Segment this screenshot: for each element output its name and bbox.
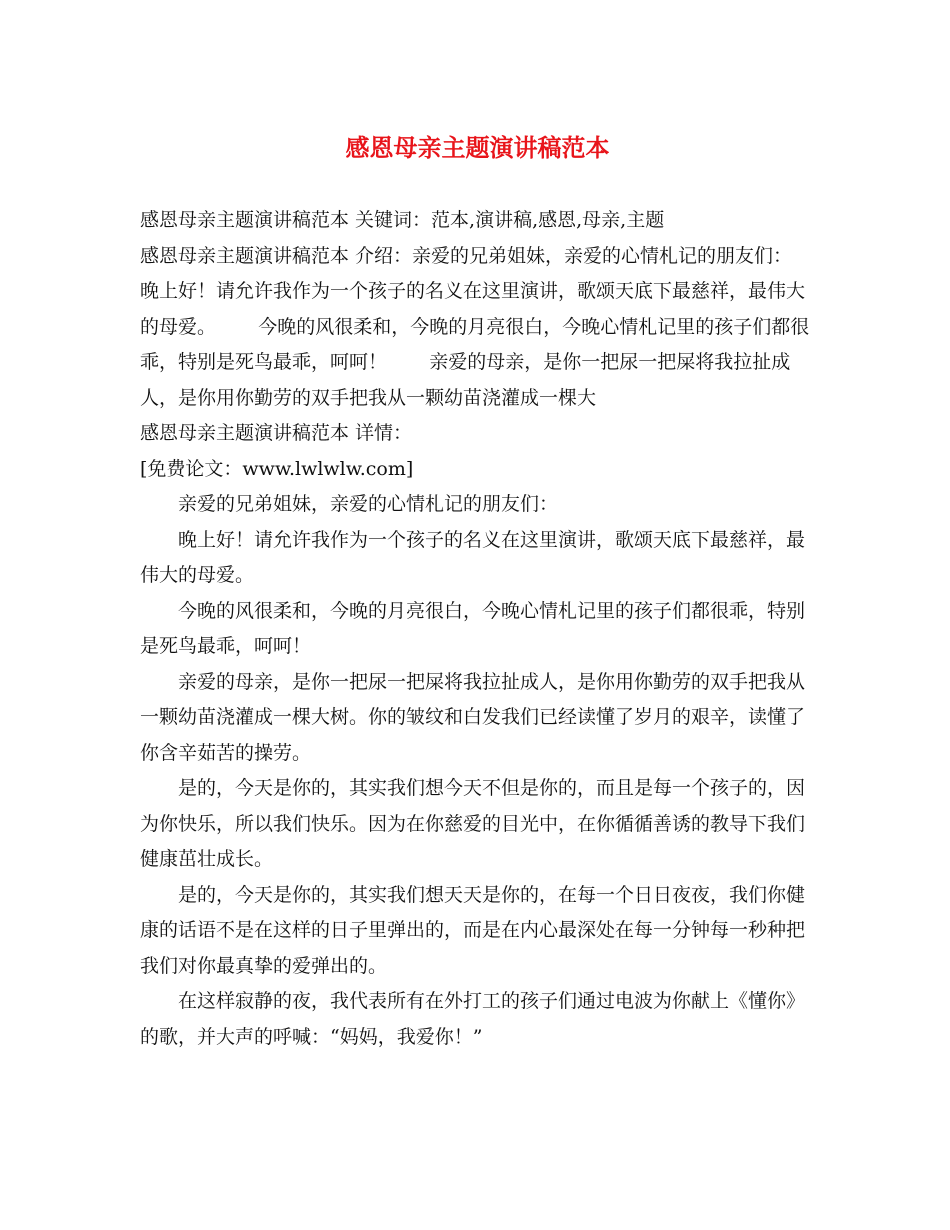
body-paragraph-5: 是的，今天是你的，其实我们想今天不但是你的，而且是每一个孩子的，因为你快乐，所以我们快乐。因为在你慈爱的目光中，在你循循善诱的教导下我们健康茁壮成长。 (140, 777, 806, 870)
document-title: 感恩母亲主题演讲稿范本 (345, 133, 610, 162)
document-body (140, 203, 847, 1055)
intro-paragraph: 感恩母亲主题演讲稿范本 介绍：亲爱的兄弟姐妹，亲爱的心情札记的朋友们： 晚上好！请允许我作为一个孩子的名义在这里演讲，歌颂天底下最慈祥，最伟大的母爱。 今晚的风很柔和，今晚的月亮很白，今晚心情札记里的孩子们都很乖，特别是死鸟最乖，呵呵！ 亲爱的母亲，是你一把尿一把屎将我拉扯成人，是你用你勤劳的双手把我从一颗幼苗浇灌成一棵大 (140, 244, 847, 409)
body-paragraph-3: 今晚的风很柔和，今晚的月亮很白，今晚心情札记里的孩子们都很乖，特别是死鸟最乖，呵呵！ (140, 599, 806, 657)
source-link[interactable]: [免费论文：www.lwlwlw.com] (140, 457, 414, 480)
body-paragraph-6: 是的，今天是你的，其实我们想天天是你的，在每一个日日夜夜，我们你健康的话语不是在这样的日子里弹出的，而是在内心最深处在每一分钟每一秒种把我们对你最真挚的爱弹出的。 (140, 883, 806, 977)
body-paragraph-2: 晚上好！请允许我作为一个孩子的名义在这里演讲，歌颂天底下最慈祥，最伟大的母爱。 (140, 528, 806, 586)
body-paragraph-7: 在这样寂静的夜，我代表所有在外打工的孩子们通过电波为你献上《懂你》的歌，并大声的呼喊：“妈妈，我爱你！” (140, 990, 806, 1048)
body-paragraph-4: 亲爱的母亲，是你一把尿一把屎将我拉扯成人，是你用你勤劳的双手把我从一颗幼苗浇灌成一棵大树。你的皱纹和白发我们已经读懂了岁月的艰辛，读懂了你含辛茹苦的操劳。 (140, 670, 806, 764)
keywords-line: 感恩母亲主题演讲稿范本 关键词：范本,演讲稿,感恩,母亲,主题 (140, 209, 665, 231)
details-heading: 感恩母亲主题演讲稿范本 详情： (140, 422, 413, 444)
body-paragraph-1: 亲爱的兄弟姐妹，亲爱的心情札记的朋友们： (178, 493, 559, 515)
